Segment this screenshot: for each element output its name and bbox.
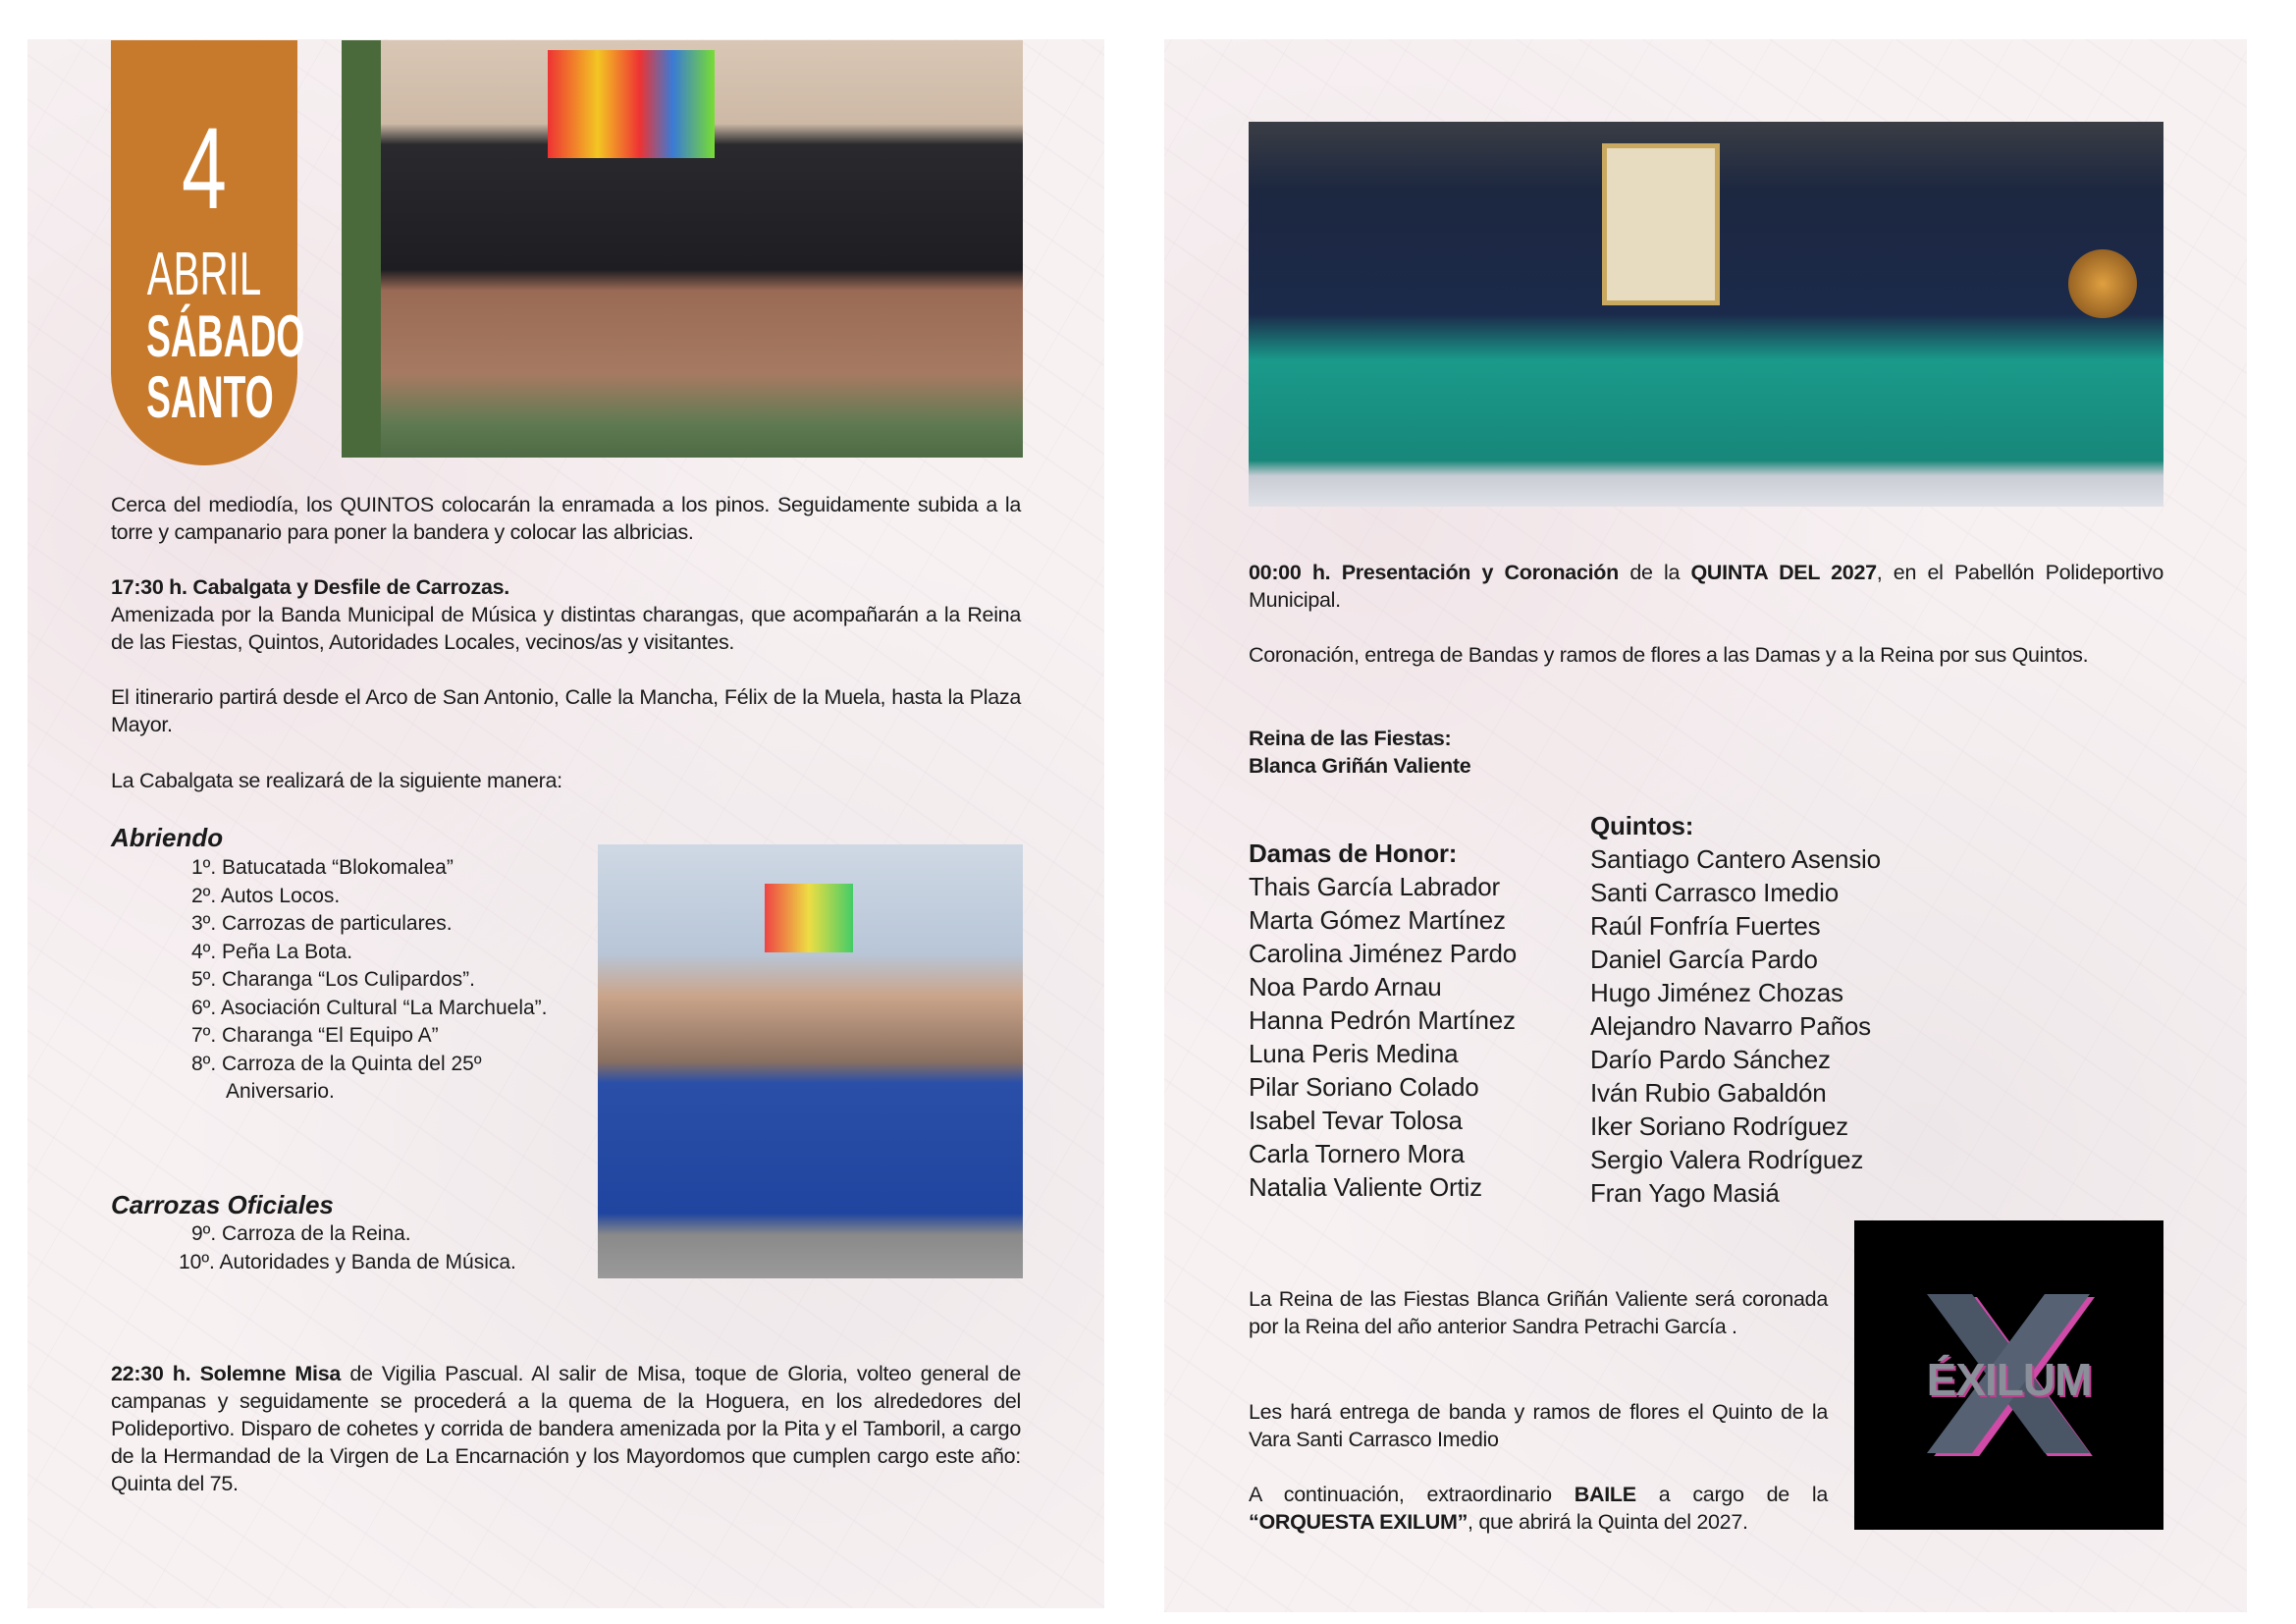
badge-day: 4 — [182, 104, 227, 234]
reina-block — [1249, 725, 2163, 780]
reina-coronada-paragraph: La Reina de las Fiestas Blanca Griñán Valiente será coronada por la Reina del año anterior Sandra Petrachi García . — [1249, 1287, 1828, 1338]
misa-paragraph — [111, 1360, 1021, 1497]
dama-name: Luna Peris Medina — [1249, 1039, 1459, 1068]
coat-of-arms-banner — [1602, 143, 1720, 305]
orquesta-bold: “ORQUESTA EXILUM” — [1249, 1510, 1468, 1534]
float-decoration — [765, 884, 853, 952]
abriendo-list — [145, 854, 558, 1107]
quinto-name: Darío Pardo Sánchez — [1590, 1045, 1831, 1074]
list-item: 7º. Charanga “El Equipo A” — [191, 1024, 439, 1047]
list-item: 10º. Autoridades y Banda de Música. — [179, 1250, 516, 1273]
presentacion-text-2: , en el Pabellón Polideportivo Municipal. — [1249, 561, 2164, 612]
reina-label: Reina de las Fiestas: — [1249, 727, 1452, 750]
exilum-logo-text: ÉXILUM — [1926, 1354, 2092, 1405]
presentacion-text: de la — [1618, 561, 1691, 584]
cabalgata-text: Amenizada por la Banda Municipal de Música y distintas charangas, que acompañarán a la Reina de las Fiestas, Quintos, Autoridades Locales, vecinos/as y visitantes. — [111, 603, 1021, 654]
dama-name: Thais García Labrador — [1249, 872, 1500, 901]
photo-group-blue — [598, 844, 1023, 1278]
tree — [342, 40, 381, 458]
quinto-name: Raúl Fonfría Fuertes — [1590, 911, 1821, 941]
list-item: 6º. Asociación Cultural “La Marchuela”. — [191, 996, 548, 1019]
date-badge — [111, 40, 305, 465]
quinto-name: Iván Rubio Gabaldón — [1590, 1078, 1827, 1108]
entrega-paragraph: Les hará entrega de banda y ramos de flores el Quinto de la Vara Santi Carrasco Imedio — [1249, 1400, 1828, 1451]
presentacion-paragraph — [1249, 559, 2163, 614]
dama-name: Carolina Jiménez Pardo — [1249, 939, 1518, 968]
flag — [548, 50, 715, 158]
reina-name: Blanca Griñán Valiente — [1249, 754, 1471, 778]
quinto-name: Fran Yago Masiá — [1590, 1178, 1780, 1208]
dama-name: Carla Tornero Mora — [1249, 1139, 1465, 1168]
quinto-name: Santi Carrasco Imedio — [1590, 878, 1840, 907]
list-item: 4º. Peña La Bota. — [191, 940, 353, 963]
manera-text: La Cabalgata se realizará de la siguiente manera: — [111, 769, 562, 792]
list-item: 8º. Carroza de la Quinta del 25º Aniversario. — [191, 1052, 482, 1103]
quintos-heading: Quintos: — [1590, 811, 1694, 840]
list-item: 9º. Carroza de la Reina. — [191, 1222, 411, 1245]
misa-heading: 22:30 h. Solemne Misa — [111, 1362, 342, 1385]
baile-text: A continuación, extraordinario — [1249, 1483, 1575, 1506]
damas-list — [1249, 837, 1517, 1204]
oficiales-list — [145, 1220, 597, 1276]
decoration-sphere — [2068, 249, 2137, 318]
dama-name: Noa Pardo Arnau — [1249, 972, 1442, 1001]
quintos-list — [1590, 809, 1881, 1210]
dama-name: Hanna Pedrón Martínez — [1249, 1005, 1516, 1035]
list-item: 2º. Autos Locos. — [191, 884, 341, 907]
exilum-logo — [1854, 1220, 2163, 1530]
oficiales-heading: Carrozas Oficiales — [111, 1190, 334, 1219]
quinta-bold: QUINTA DEL 2027 — [1690, 561, 1877, 584]
intro-paragraph: Cerca del mediodía, los QUINTOS colocarán la enramada a los pinos. Seguidamente subida a la torre y campanario para poner la bandera y colocar las albricias. — [111, 493, 1021, 544]
quinto-name: Alejandro Navarro Paños — [1590, 1011, 1871, 1041]
damas-heading: Damas de Honor: — [1249, 839, 1458, 868]
baile-text-2: a cargo de la — [1635, 1483, 1828, 1506]
cabalgata-heading: 17:30 h. Cabalgata y Desfile de Carrozas. — [111, 575, 509, 599]
badge-month: ABRIL — [146, 241, 262, 308]
baile-text-3: , que abrirá la Quinta del 2027. — [1468, 1510, 1748, 1534]
dama-name: Pilar Soriano Colado — [1249, 1072, 1479, 1102]
photo-quintos-truck — [342, 40, 1023, 458]
baile-paragraph — [1249, 1481, 1828, 1536]
abriendo-heading: Abriendo — [111, 823, 224, 852]
dama-name: Isabel Tevar Tolosa — [1249, 1106, 1463, 1135]
dama-name: Marta Gómez Martínez — [1249, 905, 1506, 935]
cabalgata-title — [111, 573, 1021, 601]
dama-name: Natalia Valiente Ortiz — [1249, 1172, 1482, 1202]
quinto-name: Daniel García Pardo — [1590, 945, 1818, 974]
list-item: 1º. Batucatada “Blokomalea” — [191, 856, 454, 879]
itinerario-text: El itinerario partirá desde el Arco de San Antonio, Calle la Mancha, Félix de la Muela, hasta la Plaza Mayor. — [111, 685, 1021, 736]
baile-bold: BAILE — [1574, 1483, 1636, 1506]
badge-weekday: SÁBADO — [146, 303, 305, 369]
quinto-name: Hugo Jiménez Chozas — [1590, 978, 1843, 1007]
list-item: 5º. Charanga “Los Culipardos”. — [191, 968, 475, 991]
photo-coronation-stage — [1249, 122, 2163, 507]
quinto-name: Santiago Cantero Asensio — [1590, 844, 1881, 874]
quinto-name: Sergio Valera Rodríguez — [1590, 1145, 1864, 1174]
badge-weekday-2: SANTO — [146, 364, 274, 430]
coronacion-paragraph: Coronación, entrega de Bandas y ramos de flores a las Damas y a la Reina por sus Quintos. — [1249, 643, 2089, 667]
misa-text: de Vigilia Pascual. Al salir de Misa, toque de Gloria, volteo general de campanas y seguidamente se procederá a la quema de la Hoguera, en los alrededores del Polideportivo. Disparo de cohetes y corrida de bandera amenizada por la Pita y el Tamboril, a cargo de la Hermandad de la Virgen de La Encarnación y los Mayordomos que cumplen cargo este año: Quinta del 75. — [111, 1362, 1021, 1495]
presentacion-bold: 00:00 h. Presentación y Coronación — [1249, 561, 1619, 584]
quinto-name: Iker Soriano Rodríguez — [1590, 1111, 1848, 1141]
list-item: 3º. Carrozas de particulares. — [191, 912, 453, 935]
